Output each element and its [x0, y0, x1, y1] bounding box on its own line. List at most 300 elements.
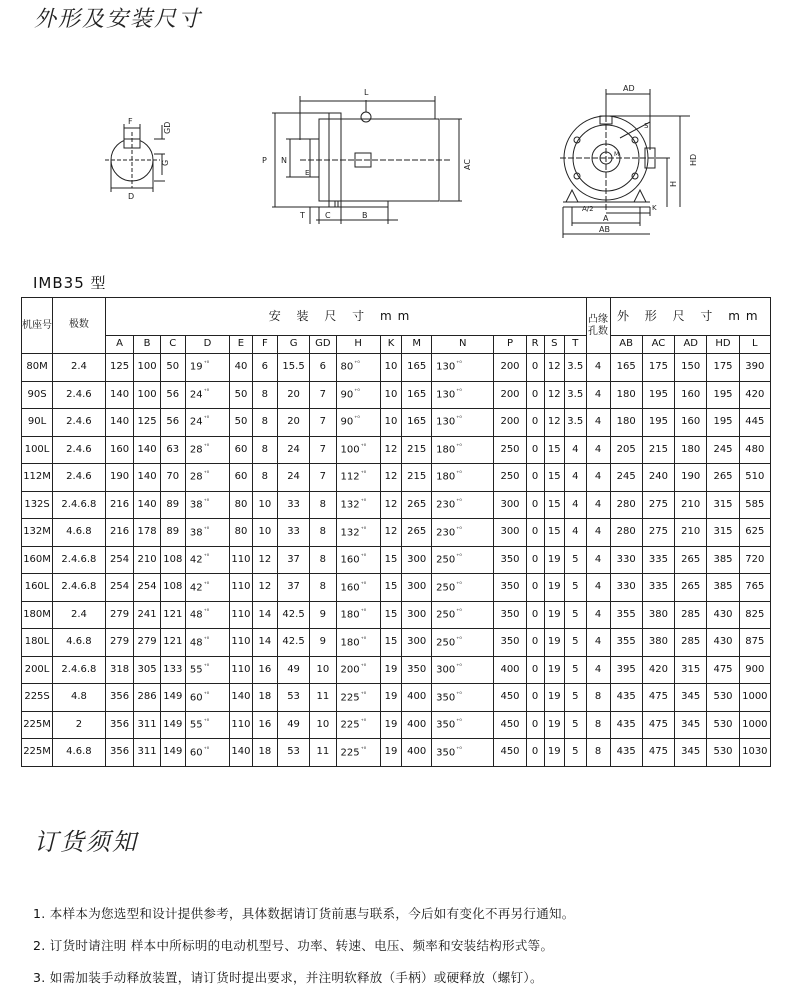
table-cell: 265 [707, 464, 739, 492]
dimension-drawings [0, 80, 792, 255]
tolerance-mark: ⁺⁰ [203, 525, 210, 533]
table-cell: $180^{^{+0}}$ [432, 436, 494, 464]
table-cell: 530 [707, 684, 739, 712]
table-cell: 2.4.6 [53, 409, 106, 437]
table-cell: 390 [739, 354, 770, 382]
table-cell: 216 [105, 491, 134, 519]
table-cell: 7 [310, 409, 336, 437]
table-cell: 195 [642, 409, 674, 437]
table-cell: 350 [494, 629, 526, 657]
table-cell: 0 [526, 629, 544, 657]
table-cell: 7 [310, 464, 336, 492]
table-cell: 240 [642, 464, 674, 492]
tolerance-mark: ⁺⁰ [203, 470, 210, 478]
order-note-3: 3. 如需加装手动释放装置，请订货时提出要求，并注明软释放（手柄）或硬释放（螺钉）。 [33, 970, 543, 985]
table-cell: 825 [739, 601, 770, 629]
table-cell: 286 [134, 684, 160, 712]
table-cell: 80 [230, 519, 253, 547]
table-cell: 0 [526, 546, 544, 574]
table-cell: 3.5 [564, 354, 586, 382]
table-cell: 20 [277, 381, 309, 409]
table-cell: $28^{^{+0}}$ [185, 436, 229, 464]
tolerance-mark: ⁺⁰ [203, 415, 210, 423]
header-col-ac: AC [642, 336, 674, 354]
table-cell: 165 [610, 354, 642, 382]
table-cell: 19 [544, 601, 564, 629]
table-cell: 305 [134, 656, 160, 684]
table-cell: 4 [586, 519, 610, 547]
table-cell: 480 [739, 436, 770, 464]
table-cell: 3.5 [564, 381, 586, 409]
tolerance-mark: ⁺⁰ [456, 718, 462, 726]
table-cell: 356 [105, 711, 134, 739]
table-cell: 380 [642, 629, 674, 657]
table-cell: 5 [564, 629, 586, 657]
table-cell: $180^{^{+0}}$ [432, 464, 494, 492]
table-cell: $60^{^{+0}}$ [185, 684, 229, 712]
header-col-f: F [252, 336, 277, 354]
table-cell: 12 [380, 464, 402, 492]
table-cell: $132^{^{+0}}$ [336, 519, 380, 547]
table-cell: 42.5 [277, 629, 309, 657]
tolerance-mark: ⁺⁰ [203, 553, 210, 561]
table-cell: $100^{^{+0}}$ [336, 436, 380, 464]
drawing-label-h: H [669, 180, 678, 187]
table-cell: $225^{^{+0}}$ [336, 711, 380, 739]
header-col-h: H [336, 336, 380, 354]
table-cell: 8 [586, 739, 610, 767]
tolerance-mark: ⁺⁰ [456, 635, 462, 643]
motor-front-view-drawing [560, 84, 698, 238]
table-cell: 4 [586, 574, 610, 602]
tolerance-mark: ⁺⁰ [456, 387, 462, 395]
table-cell: 19 [544, 739, 564, 767]
table-cell: 8 [586, 711, 610, 739]
table-cell: 330 [610, 546, 642, 574]
table-cell: 250 [494, 464, 526, 492]
header-col-ab: AB [610, 336, 642, 354]
table-cell: 19 [380, 739, 402, 767]
table-cell: 400 [494, 656, 526, 684]
table-cell: 5 [564, 656, 586, 684]
table-cell: 300 [402, 601, 432, 629]
table-cell: 279 [105, 601, 134, 629]
table-cell: 9 [310, 601, 336, 629]
table-cell: $48^{^{+0}}$ [185, 601, 229, 629]
header-col-m: M [402, 336, 432, 354]
table-cell: 15 [544, 519, 564, 547]
table-cell: 19 [544, 546, 564, 574]
drawing-label-n: N [281, 156, 287, 165]
tolerance-mark: ⁺⁰ [456, 470, 462, 478]
table-cell: 1000 [739, 711, 770, 739]
table-cell: 4 [586, 546, 610, 574]
table-cell: 11 [310, 739, 336, 767]
table-cell: $130^{^{+0}}$ [432, 409, 494, 437]
table-cell: $180^{^{+0}}$ [336, 601, 380, 629]
table-cell: 720 [739, 546, 770, 574]
table-cell: 112M [22, 464, 53, 492]
table-cell: 19 [544, 574, 564, 602]
table-cell: 16 [252, 656, 277, 684]
header-col-ad: AD [675, 336, 707, 354]
table-cell: 160L [22, 574, 53, 602]
table-cell: 2.4.6.8 [53, 491, 106, 519]
table-cell: 19 [544, 711, 564, 739]
table-cell: 356 [105, 739, 134, 767]
table-cell: 445 [739, 409, 770, 437]
table-cell: 10 [310, 656, 336, 684]
table-cell: 160 [675, 409, 707, 437]
table-row [22, 354, 771, 382]
header-col-b: B [134, 336, 160, 354]
table-cell: 5 [564, 574, 586, 602]
tolerance-mark: ⁺⁰ [203, 690, 210, 698]
table-cell: 19 [380, 684, 402, 712]
table-cell: 8 [310, 546, 336, 574]
table-cell: 265 [402, 519, 432, 547]
table-cell: $55^{^{+0}}$ [185, 656, 229, 684]
header-col-e: E [230, 336, 253, 354]
table-cell: 56 [160, 381, 185, 409]
table-cell: $350^{^{+0}}$ [432, 739, 494, 767]
table-cell: 200 [494, 381, 526, 409]
tolerance-mark: ⁺⁰ [354, 360, 360, 368]
table-cell: 10 [310, 711, 336, 739]
table-cell: 530 [707, 711, 739, 739]
table-cell: 175 [707, 354, 739, 382]
table-cell: 149 [160, 711, 185, 739]
table-cell: 5 [564, 711, 586, 739]
table-cell: 37 [277, 546, 309, 574]
table-cell: 108 [160, 574, 185, 602]
table-cell: 510 [739, 464, 770, 492]
shaft-key-section-drawing [105, 117, 172, 201]
table-cell: 355 [610, 629, 642, 657]
table-cell: $250^{^{+0}}$ [432, 629, 494, 657]
table-cell: 4.8 [53, 684, 106, 712]
table-cell: 335 [642, 546, 674, 574]
table-cell: 0 [526, 464, 544, 492]
tolerance-mark: ⁺⁰ [203, 442, 210, 450]
drawing-label-ad: AD [623, 84, 635, 93]
tolerance-mark: ⁺⁰ [203, 580, 210, 588]
table-cell: 160M [22, 546, 53, 574]
table-cell: 2.4.6 [53, 436, 106, 464]
table-cell: 19 [380, 711, 402, 739]
table-cell: 4 [586, 464, 610, 492]
table-cell: $24^{^{+0}}$ [185, 409, 229, 437]
table-cell: $48^{^{+0}}$ [185, 629, 229, 657]
drawing-label-k: K [652, 204, 657, 212]
table-cell: 5 [564, 601, 586, 629]
table-cell: 8 [252, 464, 277, 492]
tolerance-mark: ⁺⁰ [203, 360, 210, 368]
table-cell: 110 [230, 656, 253, 684]
tolerance-mark: ⁺⁰ [456, 663, 462, 671]
order-notes-title: 订货须知 [34, 828, 138, 856]
table-cell: 315 [707, 491, 739, 519]
table-cell: $350^{^{+0}}$ [432, 684, 494, 712]
table-cell: 14 [252, 629, 277, 657]
tolerance-mark: ⁺⁰ [360, 498, 367, 505]
table-cell: 19 [544, 656, 564, 684]
table-cell: 4 [586, 354, 610, 382]
table-cell: 110 [230, 629, 253, 657]
table-cell: $24^{^{+0}}$ [185, 381, 229, 409]
table-cell: 140 [230, 739, 253, 767]
table-cell: 175 [642, 354, 674, 382]
table-cell: 24 [277, 464, 309, 492]
table-cell: 265 [675, 574, 707, 602]
table-cell: 49 [277, 656, 309, 684]
motor-side-view-drawing [262, 88, 472, 224]
table-cell: 355 [610, 601, 642, 629]
table-cell: 300 [402, 629, 432, 657]
table-cell: $180^{^{+0}}$ [336, 629, 380, 657]
table-cell: 110 [230, 574, 253, 602]
tolerance-mark: ⁺⁰ [203, 608, 210, 616]
table-cell: 1000 [739, 684, 770, 712]
table-cell: 2 [53, 711, 106, 739]
table-cell: 5 [564, 739, 586, 767]
table-cell: 0 [526, 436, 544, 464]
table-cell: 215 [402, 464, 432, 492]
table-cell: 33 [277, 519, 309, 547]
table-cell: 15 [380, 601, 402, 629]
table-cell: 430 [707, 601, 739, 629]
table-cell: $42^{^{+0}}$ [185, 574, 229, 602]
table-cell: 5 [564, 684, 586, 712]
table-cell: 195 [707, 409, 739, 437]
table-cell: 140 [105, 409, 134, 437]
table-cell: 400 [402, 739, 432, 767]
table-cell: 10 [252, 491, 277, 519]
table-cell: 19 [544, 629, 564, 657]
table-cell: 4.6.8 [53, 519, 106, 547]
table-cell: 450 [494, 711, 526, 739]
table-cell: 345 [675, 684, 707, 712]
table-cell: 300 [494, 519, 526, 547]
table-cell: 8 [252, 381, 277, 409]
drawing-label-s: S [644, 122, 649, 130]
table-cell: 300 [494, 491, 526, 519]
table-cell: 4 [586, 409, 610, 437]
table-cell: $250^{^{+0}}$ [432, 546, 494, 574]
table-cell: 450 [494, 739, 526, 767]
table-cell: 19 [380, 656, 402, 684]
table-cell: $130^{^{+0}}$ [432, 354, 494, 382]
table-row [22, 601, 771, 629]
table-cell: 254 [105, 546, 134, 574]
table-cell: 6 [252, 354, 277, 382]
header-col-gd: GD [310, 336, 336, 354]
header-col-hd: HD [707, 336, 739, 354]
table-cell: 0 [526, 684, 544, 712]
drawing-label-a-half: A/2 [582, 205, 594, 213]
table-cell: 8 [586, 684, 610, 712]
header-col-k: K [380, 336, 402, 354]
table-cell: 311 [134, 711, 160, 739]
table-cell: 4 [564, 491, 586, 519]
table-cell: 311 [134, 739, 160, 767]
table-row [22, 739, 771, 767]
table-cell: $112^{^{+0}}$ [336, 464, 380, 492]
table-cell: 89 [160, 519, 185, 547]
tolerance-mark: ⁺⁰ [203, 498, 210, 505]
table-cell: 400 [402, 711, 432, 739]
table-cell: 90S [22, 381, 53, 409]
table-cell: 4 [586, 656, 610, 684]
table-cell: 280 [610, 491, 642, 519]
table-cell: 345 [675, 711, 707, 739]
table-cell: 900 [739, 656, 770, 684]
table-row [22, 629, 771, 657]
table-cell: 2.4.6.8 [53, 546, 106, 574]
table-cell: 2.4.6.8 [53, 574, 106, 602]
table-cell: 2.4 [53, 354, 106, 382]
header-mount-dims: 安 装 尺 寸 mm [105, 298, 586, 336]
table-cell: 70 [160, 464, 185, 492]
table-cell: 350 [494, 601, 526, 629]
tolerance-mark: ⁺⁰ [456, 553, 462, 561]
table-cell: 165 [402, 354, 432, 382]
table-cell: 216 [105, 519, 134, 547]
table-cell: 53 [277, 684, 309, 712]
table-cell: 15.5 [277, 354, 309, 382]
table-cell: 121 [160, 629, 185, 657]
table-cell: 8 [310, 519, 336, 547]
table-cell: 14 [252, 601, 277, 629]
table-cell: 180 [610, 381, 642, 409]
table-cell: 132M [22, 519, 53, 547]
table-cell: $350^{^{+0}}$ [432, 711, 494, 739]
table-cell: 4 [586, 491, 610, 519]
table-cell: 6 [310, 354, 336, 382]
table-cell: 300 [402, 546, 432, 574]
tolerance-mark: ⁺⁰ [360, 635, 367, 643]
table-cell: 245 [610, 464, 642, 492]
header-col-g: G [277, 336, 309, 354]
table-cell: 250 [494, 436, 526, 464]
table-cell: 149 [160, 684, 185, 712]
table-cell: 18 [252, 739, 277, 767]
table-cell: 4 [586, 629, 610, 657]
tolerance-mark: ⁺⁰ [360, 690, 367, 698]
table-cell: 2.4 [53, 601, 106, 629]
table-cell: 15 [544, 491, 564, 519]
table-cell: 180L [22, 629, 53, 657]
table-cell: 0 [526, 381, 544, 409]
tolerance-mark: ⁺⁰ [456, 690, 462, 698]
table-cell: $80^{^{+0}}$ [336, 354, 380, 382]
table-cell: 350 [402, 656, 432, 684]
table-cell: 165 [402, 409, 432, 437]
drawing-label-hd: HD [689, 153, 698, 166]
table-cell: 190 [105, 464, 134, 492]
table-cell: 0 [526, 519, 544, 547]
table-cell: 100 [134, 381, 160, 409]
table-cell: 90L [22, 409, 53, 437]
table-cell: 4 [564, 464, 586, 492]
table-cell: 395 [610, 656, 642, 684]
table-cell: 2.4.6 [53, 381, 106, 409]
table-cell: 8 [252, 436, 277, 464]
table-cell: 80 [230, 491, 253, 519]
drawing-label-e: E [305, 169, 310, 177]
header-flange-holes: 凸缘孔数 [586, 298, 610, 354]
table-cell: $250^{^{+0}}$ [432, 574, 494, 602]
table-cell: 450 [494, 684, 526, 712]
table-cell: 435 [610, 739, 642, 767]
table-cell: $60^{^{+0}}$ [185, 739, 229, 767]
table-row [22, 491, 771, 519]
table-cell: 318 [105, 656, 134, 684]
tolerance-mark: ⁺⁰ [456, 608, 462, 616]
table-cell: 350 [494, 546, 526, 574]
table-cell: 178 [134, 519, 160, 547]
table-cell: 475 [642, 739, 674, 767]
tolerance-mark: ⁺⁰ [360, 745, 367, 753]
table-cell: 385 [707, 574, 739, 602]
table-cell: 585 [739, 491, 770, 519]
table-cell: 50 [230, 381, 253, 409]
table-cell: 12 [544, 409, 564, 437]
table-row [22, 574, 771, 602]
table-cell: 385 [707, 546, 739, 574]
table-cell: 42.5 [277, 601, 309, 629]
table-cell: 149 [160, 739, 185, 767]
table-cell: 100L [22, 436, 53, 464]
table-cell: 80M [22, 354, 53, 382]
table-cell: 10 [252, 519, 277, 547]
header-poles: 极数 [53, 298, 106, 354]
drawing-label-gd: GD [163, 121, 172, 134]
table-cell: $132^{^{+0}}$ [336, 491, 380, 519]
table-cell: 150 [675, 354, 707, 382]
table-cell: 0 [526, 739, 544, 767]
tolerance-mark: ⁺⁰ [354, 387, 360, 395]
table-cell: 16 [252, 711, 277, 739]
drawing-label-f: F [128, 117, 133, 126]
table-cell: $90^{^{+0}}$ [336, 409, 380, 437]
header-col-r: R [526, 336, 544, 354]
table-cell: 200L [22, 656, 53, 684]
table-cell: 225M [22, 711, 53, 739]
table-cell: 275 [642, 491, 674, 519]
drawing-label-ac: AC [463, 159, 472, 170]
table-cell: 0 [526, 409, 544, 437]
table-cell: 180M [22, 601, 53, 629]
table-cell: 0 [526, 354, 544, 382]
table-cell: 225M [22, 739, 53, 767]
table-cell: 765 [739, 574, 770, 602]
table-cell: 435 [610, 711, 642, 739]
table-cell: 475 [707, 656, 739, 684]
table-cell: 140 [134, 436, 160, 464]
table-cell: 350 [494, 574, 526, 602]
table-cell: 285 [675, 601, 707, 629]
table-cell: 285 [675, 629, 707, 657]
table-cell: 15 [380, 629, 402, 657]
tolerance-mark: ⁺⁰ [456, 525, 462, 533]
table-cell: 190 [675, 464, 707, 492]
header-frame: 机座号 [22, 298, 53, 354]
table-cell: 12 [380, 436, 402, 464]
table-type-label: IMB35 型 [33, 274, 107, 292]
table-row [22, 409, 771, 437]
drawing-label-t: T [300, 211, 305, 220]
